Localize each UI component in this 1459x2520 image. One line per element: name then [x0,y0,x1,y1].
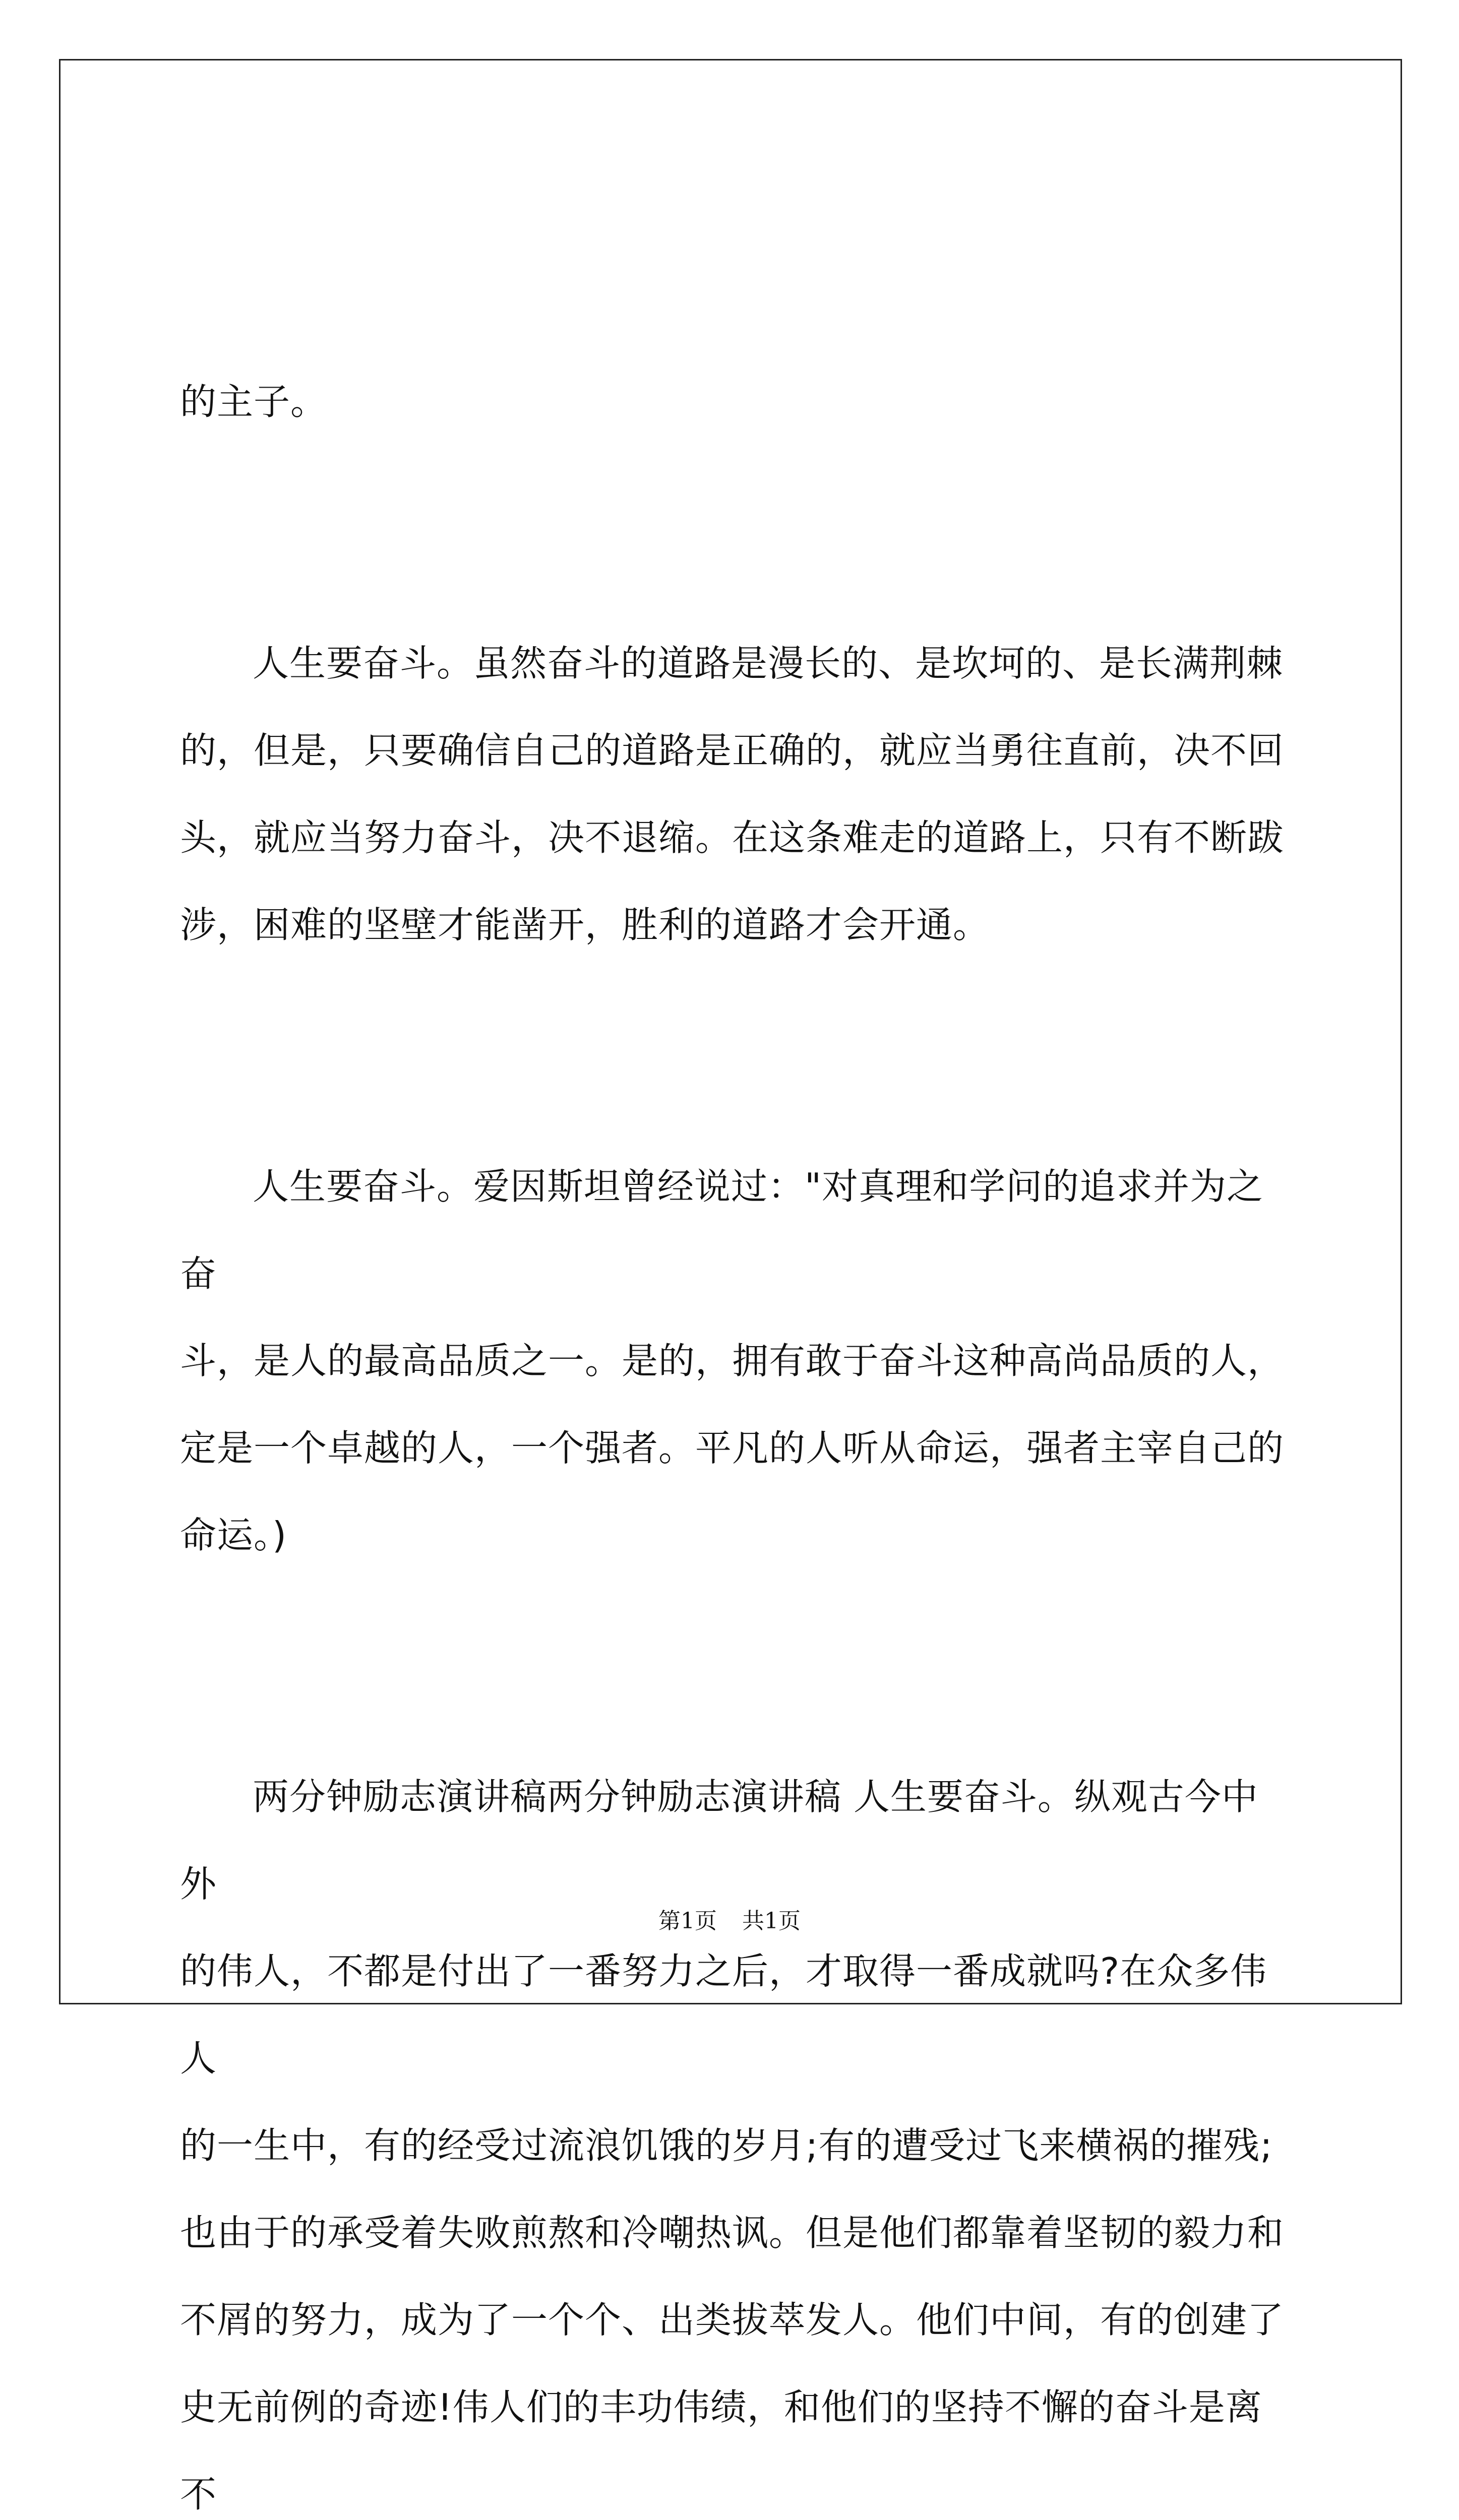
page-number-current: 第1页 [658,1908,717,1934]
page-number-total: 共1页 [742,1908,801,1934]
page-footer [0,1903,1459,1935]
document-body [180,184,1289,2520]
paragraph-1: 的主子。 [180,381,328,423]
paragraph-2: 人生要奋斗。虽然奋斗的道路是漫长的、是坎坷的、是长满荆棘 的，但是，只要确信自己的道路是正确的，就应当勇往直前，决不回 头，就应当努力奋斗，决不退缩。在这条难走的道路上，只有不断跋 涉，困难的坚壁才能凿开，胜利的道路才会开通。 [180,642,1285,946]
paragraph-4: 两分钟励志演讲稿两分钟励志演讲稿 人生要奋斗。纵观古今中外 的伟人，不都是付出了一番努力之后，才取得一番成就吗?在众多伟人 的一生中，有的经受过流浪饥饿的岁月;有的遭受过飞来横祸的摧残; 也由于的承受着失败煎熬和冷嘲热讽。但是他们都靠着坚韧的毅力和 不屑的努力，成为了一个个、出类拔萃发人。他们中间，有的创建了 史无前例的奇迹!伟人们的丰功伟绩，和他们的坚持不懈的奋斗是离不 [180,1776,1285,2515]
paragraph-3: 人生要奋斗。爱因斯坦曾经说过："对真理和学问的追求并为之奋 斗，是人的最高品质之一。是的，拥有敢于奋斗这种高尚品质的人， 定是一个卓越的人，一个强者。平凡的人听从命运，强者主宰自己的 命运。) [180,1165,1285,1556]
